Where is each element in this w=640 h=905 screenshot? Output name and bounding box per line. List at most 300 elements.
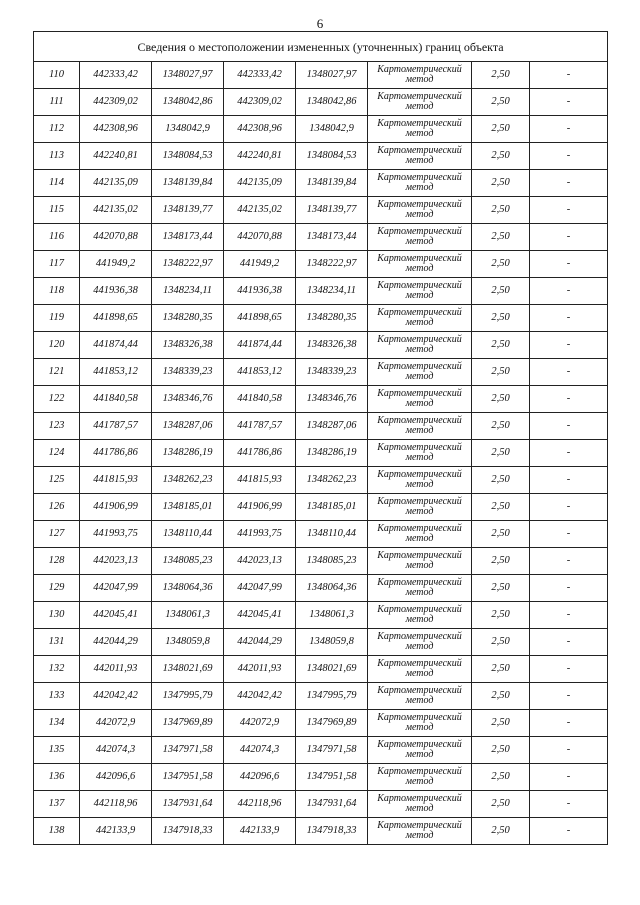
table-row [34, 467, 608, 494]
x-old-cell: 441936,38 [80, 278, 152, 305]
y-new-cell: 1348346,76 [296, 386, 368, 413]
table-row [34, 305, 608, 332]
point-number-cell: 111 [34, 89, 80, 116]
point-number-cell: 115 [34, 197, 80, 224]
accuracy-cell: 2,50 [472, 548, 530, 575]
description-cell: - [530, 791, 608, 818]
method-cell [368, 305, 472, 332]
description-cell: - [530, 440, 608, 467]
y-new-cell: 1347971,58 [296, 737, 368, 764]
x-new-cell: 442045,41 [224, 602, 296, 629]
accuracy-cell: 2,50 [472, 89, 530, 116]
y-old-cell: 1348346,76 [152, 386, 224, 413]
method-line-2: метод [405, 668, 434, 679]
method-cell [368, 683, 472, 710]
method-cell [368, 764, 472, 791]
description-cell: - [530, 710, 608, 737]
method-cell [368, 467, 472, 494]
point-number-cell: 124 [34, 440, 80, 467]
x-new-cell: 442308,96 [224, 116, 296, 143]
x-new-cell: 441906,99 [224, 494, 296, 521]
point-number-cell: 121 [34, 359, 80, 386]
x-new-cell: 442133,9 [224, 818, 296, 845]
y-old-cell: 1348085,23 [152, 548, 224, 575]
point-number-cell: 112 [34, 116, 80, 143]
table-row [34, 197, 608, 224]
x-old-cell: 441853,12 [80, 359, 152, 386]
point-number-cell: 120 [34, 332, 80, 359]
method-line-2: метод [405, 425, 434, 436]
method-line-2: метод [405, 452, 434, 463]
x-new-cell: 441936,38 [224, 278, 296, 305]
point-number-cell: 118 [34, 278, 80, 305]
point-number-cell: 138 [34, 818, 80, 845]
method-line-1: Картометрический [377, 64, 462, 75]
point-number-cell: 119 [34, 305, 80, 332]
y-new-cell: 1347951,58 [296, 764, 368, 791]
x-new-cell: 442044,29 [224, 629, 296, 656]
x-old-cell: 441906,99 [80, 494, 152, 521]
table-row [34, 332, 608, 359]
method-cell [368, 737, 472, 764]
method-cell [368, 791, 472, 818]
method-cell [368, 494, 472, 521]
table-row [34, 116, 608, 143]
x-old-cell: 441840,58 [80, 386, 152, 413]
x-new-cell: 441874,44 [224, 332, 296, 359]
x-new-cell: 442118,96 [224, 791, 296, 818]
description-cell: - [530, 629, 608, 656]
description-cell: - [530, 548, 608, 575]
method-line-2: метод [405, 236, 434, 247]
y-new-cell: 1348059,8 [296, 629, 368, 656]
point-number-cell: 116 [34, 224, 80, 251]
table-row [34, 224, 608, 251]
method-line-2: метод [405, 641, 434, 652]
table-body [34, 62, 608, 845]
table-row [34, 440, 608, 467]
method-line-2: метод [405, 479, 434, 490]
description-cell: - [530, 359, 608, 386]
y-new-cell: 1348262,23 [296, 467, 368, 494]
y-old-cell: 1347995,79 [152, 683, 224, 710]
table-row [34, 251, 608, 278]
table-row [34, 791, 608, 818]
y-old-cell: 1348139,77 [152, 197, 224, 224]
description-cell: - [530, 278, 608, 305]
x-old-cell: 442070,88 [80, 224, 152, 251]
y-new-cell: 1348064,36 [296, 575, 368, 602]
method-line-2: метод [405, 128, 434, 139]
x-old-cell: 441787,57 [80, 413, 152, 440]
table-row [34, 548, 608, 575]
y-old-cell: 1348059,8 [152, 629, 224, 656]
method-cell [368, 143, 472, 170]
point-number-cell: 113 [34, 143, 80, 170]
method-line-1: Картометрический [377, 415, 462, 426]
y-new-cell: 1348139,84 [296, 170, 368, 197]
accuracy-cell: 2,50 [472, 521, 530, 548]
y-old-cell: 1348110,44 [152, 521, 224, 548]
description-cell: - [530, 494, 608, 521]
method-line-1: Картометрический [377, 523, 462, 534]
table-row [34, 494, 608, 521]
y-new-cell: 1348280,35 [296, 305, 368, 332]
x-new-cell: 442023,13 [224, 548, 296, 575]
accuracy-cell: 2,50 [472, 467, 530, 494]
table-row [34, 710, 608, 737]
y-old-cell: 1348185,01 [152, 494, 224, 521]
point-number-cell: 117 [34, 251, 80, 278]
x-new-cell: 441853,12 [224, 359, 296, 386]
y-old-cell: 1348234,11 [152, 278, 224, 305]
method-line-1: Картометрический [377, 226, 462, 237]
page-number: 6 [316, 16, 324, 31]
x-old-cell: 442118,96 [80, 791, 152, 818]
x-old-cell: 442096,6 [80, 764, 152, 791]
description-cell: - [530, 521, 608, 548]
method-line-1: Картометрический [377, 91, 462, 102]
y-old-cell: 1348173,44 [152, 224, 224, 251]
description-cell: - [530, 683, 608, 710]
table-title-row [34, 32, 608, 62]
x-new-cell: 442240,81 [224, 143, 296, 170]
table-row [34, 143, 608, 170]
accuracy-cell: 2,50 [472, 143, 530, 170]
accuracy-cell: 2,50 [472, 656, 530, 683]
x-old-cell: 442240,81 [80, 143, 152, 170]
method-line-1: Картометрический [377, 739, 462, 750]
point-number-cell: 134 [34, 710, 80, 737]
x-new-cell: 442011,93 [224, 656, 296, 683]
description-cell: - [530, 89, 608, 116]
point-number-cell: 133 [34, 683, 80, 710]
x-new-cell: 442309,02 [224, 89, 296, 116]
y-new-cell: 1348234,11 [296, 278, 368, 305]
accuracy-cell: 2,50 [472, 575, 530, 602]
method-cell [368, 386, 472, 413]
point-number-cell: 127 [34, 521, 80, 548]
method-cell [368, 548, 472, 575]
x-new-cell: 441787,57 [224, 413, 296, 440]
table-row [34, 170, 608, 197]
table-title: Сведения о местоположении измененных (уточненных) границ объекта [34, 32, 608, 62]
table-row [34, 89, 608, 116]
method-line-2: метод [405, 587, 434, 598]
table-row [34, 683, 608, 710]
method-line-1: Картометрический [377, 577, 462, 588]
accuracy-cell: 2,50 [472, 440, 530, 467]
y-old-cell: 1347931,64 [152, 791, 224, 818]
accuracy-cell: 2,50 [472, 764, 530, 791]
method-cell [368, 170, 472, 197]
description-cell: - [530, 197, 608, 224]
accuracy-cell: 2,50 [472, 170, 530, 197]
method-cell [368, 332, 472, 359]
y-new-cell: 1348042,86 [296, 89, 368, 116]
method-line-1: Картометрический [377, 496, 462, 507]
y-old-cell: 1348027,97 [152, 62, 224, 89]
method-line-1: Картометрический [377, 442, 462, 453]
y-old-cell: 1348286,19 [152, 440, 224, 467]
description-cell: - [530, 224, 608, 251]
method-line-1: Картометрический [377, 172, 462, 183]
method-line-2: метод [405, 614, 434, 625]
y-new-cell: 1348061,3 [296, 602, 368, 629]
x-old-cell: 442042,42 [80, 683, 152, 710]
x-old-cell: 442074,3 [80, 737, 152, 764]
x-new-cell: 442096,6 [224, 764, 296, 791]
method-cell [368, 197, 472, 224]
x-old-cell: 441993,75 [80, 521, 152, 548]
accuracy-cell: 2,50 [472, 791, 530, 818]
method-line-2: метод [405, 290, 434, 301]
method-line-1: Картометрический [377, 253, 462, 264]
method-line-1: Картометрический [377, 199, 462, 210]
y-old-cell: 1347969,89 [152, 710, 224, 737]
x-old-cell: 441949,2 [80, 251, 152, 278]
y-old-cell: 1348061,3 [152, 602, 224, 629]
table-row [34, 521, 608, 548]
accuracy-cell: 2,50 [472, 332, 530, 359]
method-line-1: Картометрический [377, 793, 462, 804]
y-old-cell: 1348262,23 [152, 467, 224, 494]
point-number-cell: 130 [34, 602, 80, 629]
point-number-cell: 123 [34, 413, 80, 440]
x-new-cell: 442135,09 [224, 170, 296, 197]
accuracy-cell: 2,50 [472, 251, 530, 278]
method-cell [368, 575, 472, 602]
y-old-cell: 1347971,58 [152, 737, 224, 764]
method-line-1: Картометрический [377, 658, 462, 669]
accuracy-cell: 2,50 [472, 683, 530, 710]
method-line-1: Картометрический [377, 280, 462, 291]
y-old-cell: 1348222,97 [152, 251, 224, 278]
accuracy-cell: 2,50 [472, 710, 530, 737]
y-new-cell: 1348042,9 [296, 116, 368, 143]
description-cell: - [530, 170, 608, 197]
accuracy-cell: 2,50 [472, 602, 530, 629]
table-row [34, 764, 608, 791]
y-old-cell: 1348287,06 [152, 413, 224, 440]
y-new-cell: 1348085,23 [296, 548, 368, 575]
accuracy-cell: 2,50 [472, 494, 530, 521]
method-line-1: Картометрический [377, 361, 462, 372]
description-cell: - [530, 467, 608, 494]
x-old-cell: 442333,42 [80, 62, 152, 89]
method-cell [368, 413, 472, 440]
point-number-cell: 125 [34, 467, 80, 494]
x-new-cell: 442072,9 [224, 710, 296, 737]
table-row [34, 818, 608, 845]
method-cell [368, 62, 472, 89]
description-cell: - [530, 575, 608, 602]
accuracy-cell: 2,50 [472, 116, 530, 143]
point-number-cell: 122 [34, 386, 80, 413]
point-number-cell: 128 [34, 548, 80, 575]
description-cell: - [530, 62, 608, 89]
x-old-cell: 442133,9 [80, 818, 152, 845]
table-row [34, 278, 608, 305]
method-cell [368, 656, 472, 683]
x-old-cell: 442023,13 [80, 548, 152, 575]
description-cell: - [530, 332, 608, 359]
method-cell [368, 278, 472, 305]
table-row [34, 386, 608, 413]
table-row [34, 359, 608, 386]
method-line-2: метод [405, 317, 434, 328]
method-line-1: Картометрический [377, 712, 462, 723]
method-cell [368, 710, 472, 737]
y-new-cell: 1347969,89 [296, 710, 368, 737]
y-old-cell: 1348064,36 [152, 575, 224, 602]
method-line-2: метод [405, 371, 434, 382]
description-cell: - [530, 602, 608, 629]
x-new-cell: 442070,88 [224, 224, 296, 251]
method-line-2: метод [405, 722, 434, 733]
y-old-cell: 1347951,58 [152, 764, 224, 791]
y-old-cell: 1348339,23 [152, 359, 224, 386]
y-new-cell: 1347918,33 [296, 818, 368, 845]
point-number-cell: 110 [34, 62, 80, 89]
table-row [34, 629, 608, 656]
table-row [34, 413, 608, 440]
accuracy-cell: 2,50 [472, 224, 530, 251]
x-new-cell: 442074,3 [224, 737, 296, 764]
table-row [34, 737, 608, 764]
y-new-cell: 1348222,97 [296, 251, 368, 278]
x-new-cell: 441840,58 [224, 386, 296, 413]
accuracy-cell: 2,50 [472, 305, 530, 332]
point-number-cell: 135 [34, 737, 80, 764]
y-new-cell: 1348185,01 [296, 494, 368, 521]
y-new-cell: 1348139,77 [296, 197, 368, 224]
y-new-cell: 1348287,06 [296, 413, 368, 440]
description-cell: - [530, 116, 608, 143]
method-line-2: метод [405, 830, 434, 841]
y-old-cell: 1348042,9 [152, 116, 224, 143]
method-line-2: метод [405, 344, 434, 355]
x-old-cell: 442044,29 [80, 629, 152, 656]
y-old-cell: 1347918,33 [152, 818, 224, 845]
table-row [34, 575, 608, 602]
description-cell: - [530, 818, 608, 845]
y-old-cell: 1348139,84 [152, 170, 224, 197]
y-new-cell: 1348027,97 [296, 62, 368, 89]
x-old-cell: 442072,9 [80, 710, 152, 737]
table-row [34, 62, 608, 89]
point-number-cell: 137 [34, 791, 80, 818]
point-number-cell: 132 [34, 656, 80, 683]
x-old-cell: 442011,93 [80, 656, 152, 683]
method-line-1: Картометрический [377, 307, 462, 318]
description-cell: - [530, 305, 608, 332]
method-cell [368, 224, 472, 251]
description-cell: - [530, 737, 608, 764]
accuracy-cell: 2,50 [472, 359, 530, 386]
method-cell [368, 116, 472, 143]
x-old-cell: 442135,09 [80, 170, 152, 197]
x-old-cell: 442135,02 [80, 197, 152, 224]
boundary-coordinates-table [33, 31, 608, 845]
x-new-cell: 442333,42 [224, 62, 296, 89]
method-line-2: метод [405, 533, 434, 544]
x-new-cell: 441993,75 [224, 521, 296, 548]
point-number-cell: 136 [34, 764, 80, 791]
x-old-cell: 442308,96 [80, 116, 152, 143]
method-line-1: Картометрический [377, 685, 462, 696]
method-line-2: метод [405, 749, 434, 760]
x-old-cell: 442045,41 [80, 602, 152, 629]
method-cell [368, 440, 472, 467]
method-cell [368, 818, 472, 845]
method-line-2: метод [405, 506, 434, 517]
method-cell [368, 89, 472, 116]
y-new-cell: 1348110,44 [296, 521, 368, 548]
description-cell: - [530, 386, 608, 413]
y-new-cell: 1347995,79 [296, 683, 368, 710]
x-new-cell: 442042,42 [224, 683, 296, 710]
method-line-2: метод [405, 398, 434, 409]
y-new-cell: 1348286,19 [296, 440, 368, 467]
point-number-cell: 131 [34, 629, 80, 656]
x-new-cell: 441949,2 [224, 251, 296, 278]
accuracy-cell: 2,50 [472, 386, 530, 413]
method-line-1: Картометрический [377, 604, 462, 615]
y-old-cell: 1348084,53 [152, 143, 224, 170]
method-line-1: Картометрический [377, 820, 462, 831]
method-line-2: метод [405, 695, 434, 706]
method-cell [368, 602, 472, 629]
method-line-2: метод [405, 101, 434, 112]
method-line-2: метод [405, 209, 434, 220]
y-new-cell: 1347931,64 [296, 791, 368, 818]
method-line-1: Картометрический [377, 145, 462, 156]
method-cell [368, 629, 472, 656]
accuracy-cell: 2,50 [472, 278, 530, 305]
method-cell [368, 359, 472, 386]
method-line-1: Картометрический [377, 631, 462, 642]
y-new-cell: 1348326,38 [296, 332, 368, 359]
method-line-2: метод [405, 776, 434, 787]
method-line-2: метод [405, 263, 434, 274]
description-cell: - [530, 764, 608, 791]
method-line-2: метод [405, 560, 434, 571]
table-row [34, 656, 608, 683]
x-new-cell: 442047,99 [224, 575, 296, 602]
description-cell: - [530, 413, 608, 440]
y-old-cell: 1348280,35 [152, 305, 224, 332]
x-new-cell: 442135,02 [224, 197, 296, 224]
point-number-cell: 129 [34, 575, 80, 602]
y-new-cell: 1348173,44 [296, 224, 368, 251]
accuracy-cell: 2,50 [472, 737, 530, 764]
method-line-2: метод [405, 803, 434, 814]
y-old-cell: 1348021,69 [152, 656, 224, 683]
x-new-cell: 441815,93 [224, 467, 296, 494]
method-line-2: метод [405, 182, 434, 193]
y-new-cell: 1348084,53 [296, 143, 368, 170]
x-new-cell: 441898,65 [224, 305, 296, 332]
x-new-cell: 441786,86 [224, 440, 296, 467]
table-row [34, 602, 608, 629]
method-cell [368, 521, 472, 548]
description-cell: - [530, 251, 608, 278]
accuracy-cell: 2,50 [472, 413, 530, 440]
x-old-cell: 441898,65 [80, 305, 152, 332]
accuracy-cell: 2,50 [472, 629, 530, 656]
method-line-1: Картометрический [377, 469, 462, 480]
